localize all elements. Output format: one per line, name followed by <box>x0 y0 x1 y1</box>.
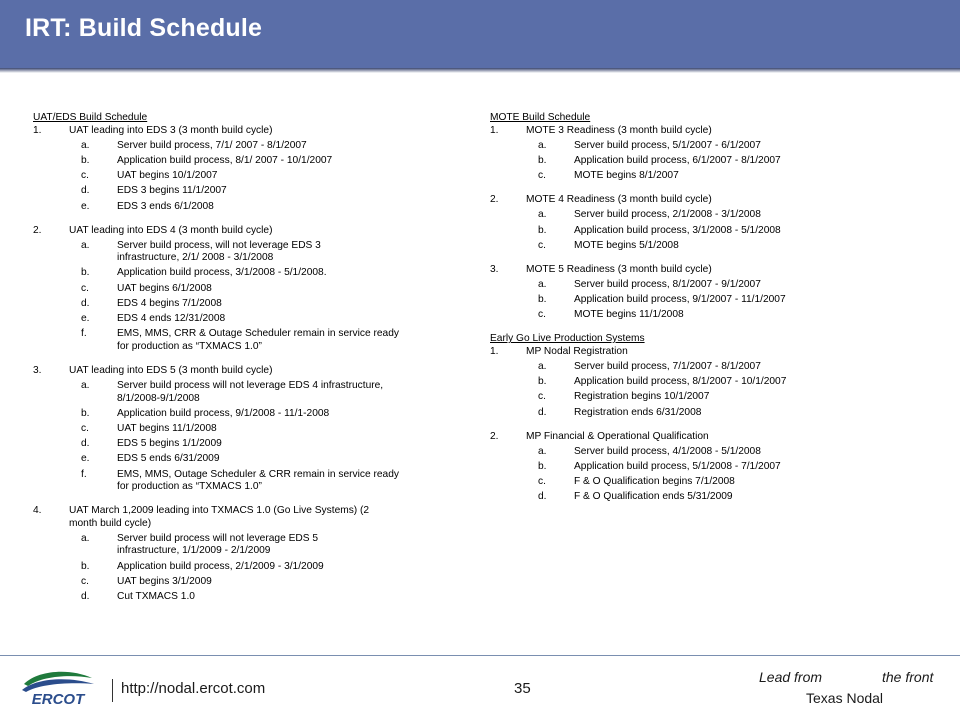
sub-letter: f. <box>81 328 87 340</box>
sub-letter: b. <box>538 154 547 166</box>
sub-letter: d. <box>81 591 90 603</box>
sub-item <box>490 446 930 459</box>
sub-text: Server build process will not leverage EDS 5 <box>117 532 319 544</box>
item-text: MP Nodal Registration <box>526 345 628 357</box>
sub-letter: d. <box>81 438 90 450</box>
sub-text: Server build process, 2/1/2008 - 3/1/2008 <box>574 209 761 221</box>
sub-text-cont: for production as “TXMACS 1.0” <box>117 340 262 352</box>
sub-text: UAT begins 11/1/2008 <box>117 422 217 434</box>
sub-letter: a. <box>538 278 547 290</box>
sub-letter: c. <box>538 476 546 488</box>
sub-text: MOTE begins 8/1/2007 <box>574 170 679 182</box>
item-text: MOTE 5 Readiness (3 month build cycle) <box>526 263 712 275</box>
sub-letter: b. <box>538 224 547 236</box>
sub-item <box>490 140 930 153</box>
sub-letter: d. <box>538 491 547 503</box>
sub-item <box>490 170 930 183</box>
sub-item <box>490 407 930 420</box>
sub-item <box>490 279 930 292</box>
list-item <box>33 125 463 138</box>
sub-letter: c. <box>538 239 546 251</box>
sub-letter: e. <box>81 453 90 465</box>
footer-divider <box>112 679 113 702</box>
sub-item <box>33 267 463 280</box>
item-number: 2. <box>490 194 499 206</box>
section-title-golive: Early Go Live Production Systems <box>490 333 645 345</box>
sub-text-cont: 8/1/2008-9/1/2008 <box>117 392 200 404</box>
sub-text: F & O Qualification ends 5/31/2009 <box>574 491 733 503</box>
sub-letter: a. <box>81 532 90 544</box>
list-item <box>33 225 463 238</box>
footer-url[interactable]: http://nodal.ercot.com <box>121 680 266 697</box>
item-number: 3. <box>490 263 499 275</box>
sub-letter: a. <box>538 445 547 457</box>
uat-eds-column <box>33 112 463 604</box>
sub-text: MOTE begins 5/1/2008 <box>574 239 679 251</box>
sub-letter: c. <box>81 575 89 587</box>
sub-letter: b. <box>538 376 547 388</box>
sub-item <box>490 209 930 222</box>
sub-letter: c. <box>81 170 89 182</box>
sub-item <box>490 376 930 389</box>
tagline-line2: Texas Nodal <box>806 690 884 706</box>
item-number: 2. <box>490 430 499 442</box>
sub-item <box>490 361 930 374</box>
sub-item <box>33 438 463 451</box>
sub-letter: a. <box>81 380 90 391</box>
ercot-logo-icon <box>18 666 98 710</box>
sub-text: EDS 5 begins 1/1/2009 <box>117 438 222 450</box>
sub-item <box>33 298 463 311</box>
sub-letter: b. <box>81 154 90 166</box>
sub-text: Registration ends 6/31/2008 <box>574 406 702 418</box>
sub-letter: f. <box>81 468 87 480</box>
sub-item <box>490 476 930 489</box>
sub-letter: a. <box>538 361 547 373</box>
sub-item <box>490 461 930 474</box>
sub-item <box>33 140 463 153</box>
sub-item <box>33 408 463 421</box>
sub-letter: c. <box>538 391 546 403</box>
sub-item <box>490 391 930 404</box>
sub-item <box>33 591 463 604</box>
sub-text: Server build process, 4/1/2008 - 5/1/2008 <box>574 445 761 457</box>
sub-letter: b. <box>81 267 90 279</box>
item-number: 1. <box>490 124 499 136</box>
sub-item <box>33 453 463 466</box>
sub-text: UAT begins 3/1/2009 <box>117 575 212 587</box>
sub-text: UAT begins 6/1/2008 <box>117 282 212 294</box>
sub-letter: a. <box>81 139 90 151</box>
sub-text: EMS, MMS, CRR & Outage Scheduler remain in service ready <box>117 328 399 340</box>
item-number: 3. <box>33 364 42 376</box>
sub-letter: a. <box>538 139 547 151</box>
footer-rule <box>0 655 960 656</box>
section-title-uat-eds: UAT/EDS Build Schedule <box>33 112 148 123</box>
sub-text-cont: infrastructure, 2/1/ 2008 - 3/1/2008 <box>117 252 274 264</box>
sub-text: Application build process, 5/1/2008 - 7/1/2007 <box>574 460 781 472</box>
sub-text: Application build process, 3/1/2008 - 5/1/2008 <box>574 224 781 236</box>
sub-text: EMS, MMS, Outage Scheduler & CRR remain in service ready <box>117 468 399 480</box>
list-item <box>490 431 930 444</box>
sub-item <box>490 225 930 238</box>
sub-text: Application build process, 9/1/2007 - 11/1/2007 <box>574 294 786 306</box>
sub-letter: c. <box>538 170 546 182</box>
sub-text: Server build process, will not leverage EDS 3 <box>117 239 321 251</box>
item-number: 4. <box>33 505 42 517</box>
item-text-cont: month build cycle) <box>69 517 152 529</box>
sub-text: Server build process will not leverage EDS 4 infrastructure, <box>117 380 384 391</box>
sub-letter: c. <box>81 282 89 294</box>
sub-item <box>33 240 463 265</box>
sub-item <box>33 469 463 494</box>
sub-letter: b. <box>538 460 547 472</box>
list-item <box>490 264 930 277</box>
item-text: UAT leading into EDS 3 (3 month build cycle) <box>69 124 273 136</box>
list-item <box>33 505 463 530</box>
sub-letter: d. <box>81 185 90 197</box>
list-item <box>490 125 930 138</box>
sub-item <box>490 491 930 504</box>
sub-item <box>33 283 463 296</box>
sub-letter: b. <box>81 560 90 572</box>
sub-item <box>33 313 463 326</box>
list-item <box>33 365 463 378</box>
sub-item <box>490 309 930 322</box>
sub-item <box>33 155 463 168</box>
sub-letter: b. <box>81 407 90 419</box>
item-number: 1. <box>33 124 42 136</box>
item-text: MOTE 3 Readiness (3 month build cycle) <box>526 124 712 136</box>
sub-text: Application build process, 8/1/2007 - 10/1/2007 <box>574 376 787 388</box>
sub-text: Cut TXMACS 1.0 <box>117 591 195 603</box>
sub-item <box>490 155 930 168</box>
sub-letter: c. <box>81 422 89 434</box>
sub-text: EDS 5 ends 6/31/2009 <box>117 453 220 465</box>
sub-text: EDS 4 ends 12/31/2008 <box>117 313 226 325</box>
sub-text: Server build process, 8/1/2007 - 9/1/2007 <box>574 278 761 290</box>
sub-item <box>33 561 463 574</box>
sub-letter: c. <box>538 309 546 321</box>
slide-title: IRT: Build Schedule <box>25 14 263 42</box>
sub-text: Server build process, 7/1/ 2007 - 8/1/2007 <box>117 139 307 151</box>
sub-text: Application build process, 3/1/2008 - 5/1/2008. <box>117 267 327 279</box>
sub-letter: e. <box>81 200 90 212</box>
item-number: 1. <box>490 345 499 357</box>
section-title-mote: MOTE Build Schedule <box>490 112 591 123</box>
item-text: UAT leading into EDS 4 (3 month build cycle) <box>69 224 273 236</box>
page-number: 35 <box>514 680 531 697</box>
item-text: UAT leading into EDS 5 (3 month build cycle) <box>69 364 273 376</box>
sub-text: Registration begins 10/1/2007 <box>574 391 710 403</box>
sub-letter: a. <box>538 209 547 221</box>
item-text: MP Financial & Operational Qualification <box>526 430 709 442</box>
sub-letter: e. <box>81 313 90 325</box>
sub-item <box>33 328 463 353</box>
item-text: MOTE 4 Readiness (3 month build cycle) <box>526 194 712 206</box>
sub-text: EDS 3 ends 6/1/2008 <box>117 200 214 212</box>
mote-golive-column <box>490 112 930 504</box>
sub-item <box>33 201 463 214</box>
sub-text: Application build process, 8/1/ 2007 - 10/1/2007 <box>117 154 333 166</box>
list-item <box>490 194 930 207</box>
tagline-part2: the front <box>882 669 934 685</box>
sub-text: Application build process, 2/1/2009 - 3/1/2009 <box>117 560 324 572</box>
sub-text: EDS 3 begins 11/1/2007 <box>117 185 227 197</box>
sub-text: EDS 4 begins 7/1/2008 <box>117 297 222 309</box>
logo-text: ERCOT <box>31 691 85 708</box>
sub-text: Application build process, 6/1/2007 - 8/1/2007 <box>574 154 781 166</box>
sub-item <box>33 380 463 405</box>
header-shadow <box>0 68 960 73</box>
sub-item <box>33 170 463 183</box>
sub-letter: a. <box>81 239 90 251</box>
sub-text: UAT begins 10/1/2007 <box>117 170 218 182</box>
sub-letter: b. <box>538 294 547 306</box>
tagline-part1: Lead from <box>759 669 823 685</box>
item-text: UAT March 1,2009 leading into TXMACS 1.0 (Go Live Systems) (2 <box>69 505 370 517</box>
sub-letter: d. <box>538 406 547 418</box>
sub-item <box>33 423 463 436</box>
item-number: 2. <box>33 224 42 236</box>
sub-letter: d. <box>81 297 90 309</box>
sub-item <box>33 533 463 558</box>
sub-text: MOTE begins 11/1/2008 <box>574 309 684 321</box>
sub-text: Application build process, 9/1/2008 - 11/1-2008 <box>117 407 330 419</box>
sub-item <box>490 240 930 253</box>
sub-text-cont: infrastructure, 1/1/2009 - 2/1/2009 <box>117 545 271 557</box>
list-item <box>490 346 930 359</box>
sub-text: Server build process, 7/1/2007 - 8/1/2007 <box>574 361 761 373</box>
sub-item <box>33 185 463 198</box>
sub-text: F & O Qualification begins 7/1/2008 <box>574 476 735 488</box>
sub-item <box>490 294 930 307</box>
sub-text-cont: for production as “TXMACS 1.0” <box>117 481 262 493</box>
sub-item <box>33 576 463 589</box>
sub-text: Server build process, 5/1/2007 - 6/1/2007 <box>574 139 761 151</box>
